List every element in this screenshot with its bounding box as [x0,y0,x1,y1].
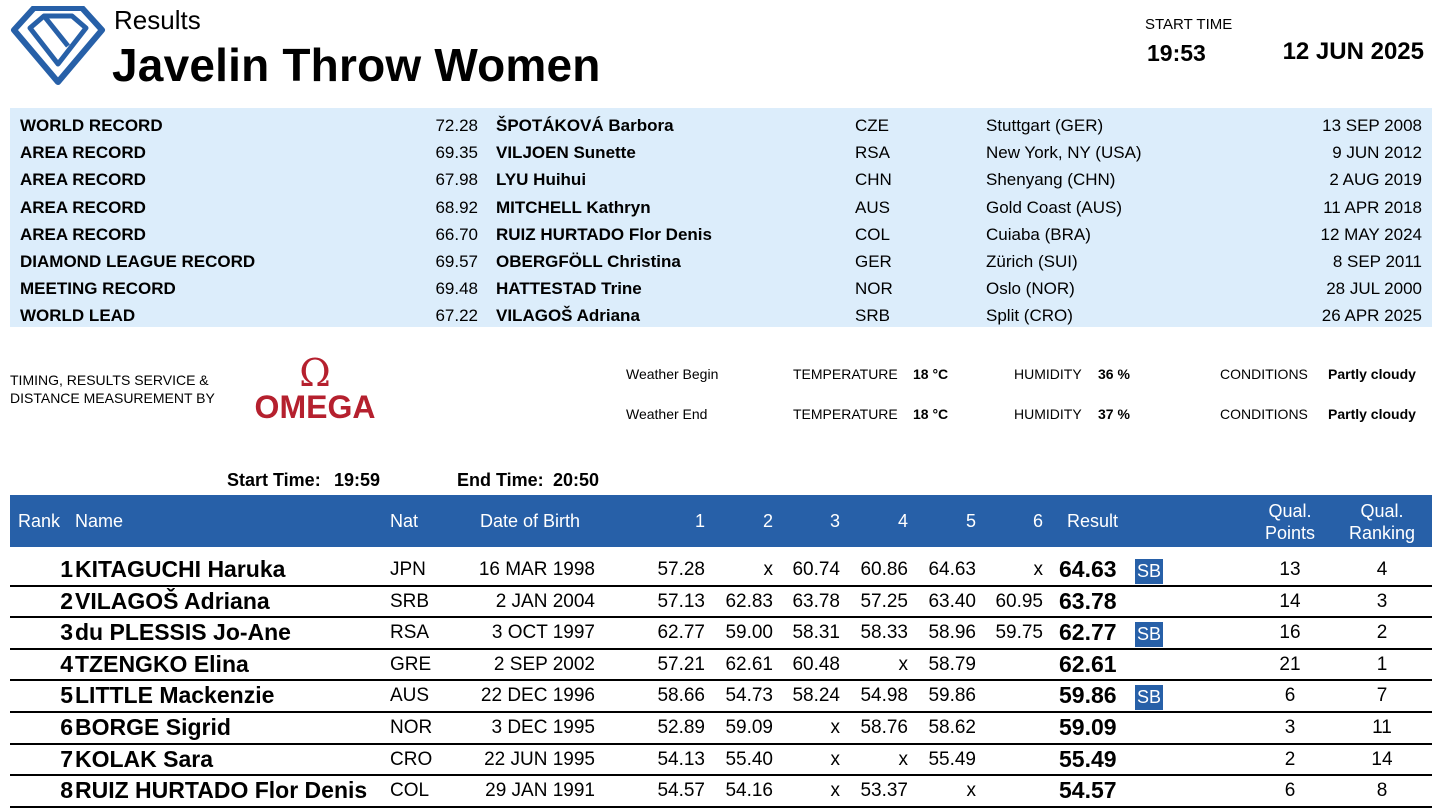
record-venue: Oslo (NOR) [986,279,1075,299]
results-table-header [10,495,1432,547]
attempt-5: 55.49 [928,748,976,770]
attempt-2: 59.00 [725,622,773,644]
attempt-1: 57.21 [657,653,705,675]
record-holder: ŠPOTÁKOVÁ Barbora [496,116,674,135]
record-mark: 69.35 [435,143,478,163]
result-mark: 55.49 [1059,745,1117,772]
record-type: WORLD LEAD [20,306,136,326]
record-date: 13 SEP 2008 [1322,116,1422,135]
attempt-3: 58.31 [792,622,840,644]
record-date: 12 MAY 2024 [1320,224,1422,244]
table-row [10,587,1432,619]
result-rank: 4 [60,650,73,677]
attempt-3: 60.74 [792,559,840,580]
record-nat: NOR [855,279,893,299]
col-qual-ranking-line-1: Qual. [1360,501,1404,521]
record-nat: SRB [855,306,890,326]
attempt-2: 54.16 [725,780,773,802]
result-mark: 64.63 [1059,556,1117,582]
attempt-4: 58.76 [860,716,908,738]
attempt-3: x [830,716,840,738]
athlete-nat: SRB [390,590,430,612]
event-end-value: 20:50 [553,470,600,490]
omega-brand-text: OMEGA [254,389,376,424]
record-row [10,139,1432,166]
weather-end-temp-label: TEMPERATURE [793,406,898,422]
result-rank: 8 [60,777,73,804]
athlete-name: LITTLE Mackenzie [75,682,275,709]
attempt-3: 58.24 [792,685,840,707]
athlete-name: RUIZ HURTADO Flor Denis [75,777,368,804]
athlete-dob: 2 JAN 2004 [495,590,595,612]
attempt-5: 58.79 [928,653,976,675]
record-row [10,221,1432,248]
record-row [10,248,1432,275]
athlete-nat: AUS [390,685,430,707]
attempt-1: 54.13 [657,748,705,770]
record-date: 11 APR 2018 [1323,197,1422,217]
record-holder: RUIZ HURTADO Flor Denis [496,224,712,244]
result-rank: 6 [60,713,73,740]
attempt-4: 54.98 [860,685,908,707]
result-mark: 59.86 [1059,682,1117,709]
attempt-6: 60.95 [995,590,1043,612]
result-rank: 2 [60,587,73,614]
diamond-league-logo-icon [10,6,106,86]
col-qual-ranking-line-2: Ranking [1348,523,1416,543]
qual-ranking: 7 [1376,685,1388,707]
weather-end-label: Weather End [626,406,708,422]
attempt-4: x [898,653,908,675]
event-start-label: Start Time: [227,470,321,490]
athlete-nat: NOR [390,716,433,738]
qual-points: 21 [1279,653,1301,675]
season-best-badge: SB [1135,685,1163,710]
record-venue: Shenyang (CHN) [986,170,1116,190]
col-qual-points-line-1: Qual. [1268,501,1312,521]
record-holder: LYU Huihui [496,170,587,190]
record-date: 28 JUL 2000 [1326,279,1422,299]
record-date: 8 SEP 2011 [1332,251,1422,271]
qual-ranking: 14 [1371,748,1393,770]
attempt-1: 58.66 [657,685,705,707]
attempt-1: 57.13 [657,590,705,612]
attempt-3: 63.78 [792,590,840,612]
record-type: AREA RECORD [20,170,146,190]
qual-ranking: 3 [1376,590,1388,612]
table-row [10,745,1432,777]
record-nat: GER [855,251,892,271]
weather-begin-temp-label: TEMPERATURE [793,366,898,382]
result-rank: 7 [60,745,73,772]
athlete-nat: JPN [390,559,426,580]
season-best-badge: SB [1135,622,1163,647]
athlete-name: VILAGOŠ Adriana [75,587,270,614]
qual-points: 13 [1279,559,1301,580]
col-attempt-3: 3 [829,511,840,531]
record-row [10,275,1432,302]
attempt-4: 53.37 [860,780,908,802]
qual-points: 2 [1284,748,1296,770]
record-type: AREA RECORD [20,143,146,163]
qual-ranking: 2 [1376,622,1388,644]
weather-end-hum: 37 % [1098,406,1130,422]
col-nat: Nat [390,511,419,531]
athlete-name: BORGE Sigrid [75,713,231,740]
record-nat: CHN [855,170,892,190]
qual-points: 3 [1284,716,1296,738]
attempt-5: 58.62 [928,716,976,738]
table-row [10,681,1432,713]
attempt-2: 59.09 [725,716,773,738]
result-rank: 5 [60,682,73,709]
athlete-dob: 22 JUN 1995 [484,748,595,770]
record-type: MEETING RECORD [20,279,176,299]
col-qual-points [1253,500,1327,544]
attempt-4: 58.33 [860,622,908,644]
qual-points: 16 [1279,622,1301,644]
record-holder: MITCHELL Kathryn [496,197,651,217]
record-holder: VILJOEN Sunette [496,143,636,163]
svg-text:Ω: Ω [299,352,331,395]
record-mark: 66.70 [435,224,478,244]
weather-end-cond: Partly cloudy [1328,406,1416,422]
attempt-4: x [898,748,908,770]
start-time-value: 19:53 [1147,40,1206,66]
col-rank: Rank [18,511,61,531]
qual-ranking: 11 [1372,716,1392,738]
record-row [10,112,1432,139]
timing-line-1: TIMING, RESULTS SERVICE & [10,372,209,388]
result-rank: 1 [60,556,73,582]
attempt-4: 60.86 [860,559,908,580]
attempt-3: 60.48 [792,653,840,675]
record-mark: 69.57 [435,251,478,271]
col-attempt-5: 5 [965,511,976,531]
record-venue: New York, NY (USA) [986,143,1142,163]
col-attempt-4: 4 [897,511,908,531]
record-row [10,166,1432,193]
athlete-name: KITAGUCHI Haruka [75,556,286,582]
season-best-badge: SB [1135,559,1163,584]
result-mark: 62.77 [1059,619,1117,646]
athlete-dob: 2 SEP 2002 [493,653,595,675]
col-attempt-1: 1 [694,511,705,531]
record-nat: COL [855,224,890,244]
record-venue: Gold Coast (AUS) [986,197,1123,217]
record-date: 26 APR 2025 [1321,306,1422,326]
record-holder: OBERGFÖLL Christina [496,251,681,271]
attempt-3: x [830,748,840,770]
attempt-5: 63.40 [928,590,976,612]
attempt-2: x [763,559,773,580]
attempt-1: 57.28 [657,559,705,580]
records-table [10,108,1432,327]
omega-logo-icon [244,352,386,424]
record-type: DIAMOND LEAGUE RECORD [20,251,256,271]
table-row [10,776,1432,808]
athlete-nat: RSA [390,622,430,644]
table-row [10,555,1432,587]
timing-line-2: DISTANCE MEASUREMENT BY [10,390,215,406]
attempt-2: 55.40 [725,748,773,770]
table-row [10,713,1432,745]
table-row [10,650,1432,682]
weather-end-cond-label: CONDITIONS [1220,406,1308,422]
attempt-1: 54.57 [657,780,705,802]
attempt-1: 62.77 [657,622,705,644]
record-date: 2 AUG 2019 [1329,170,1422,190]
weather-begin-cond-label: CONDITIONS [1220,366,1308,382]
athlete-dob: 3 DEC 1995 [491,716,595,738]
weather-end-temp: 18 °C [913,406,949,422]
page-subtitle: Results [114,5,201,35]
record-row [10,302,1432,329]
col-name: Name [75,511,124,531]
qual-ranking: 4 [1376,559,1388,580]
athlete-name: du PLESSIS Jo-Ane [75,619,291,646]
attempt-5: 58.96 [928,622,976,644]
qual-points: 6 [1284,685,1296,707]
result-mark: 59.09 [1059,713,1117,740]
event-date: 12 JUN 2025 [1282,38,1424,65]
record-venue: Cuiaba (BRA) [986,224,1091,244]
qual-points: 14 [1279,590,1301,612]
result-mark: 62.61 [1059,650,1117,677]
record-mark: 72.28 [435,116,478,135]
attempt-5: 59.86 [928,685,976,707]
weather-begin-hum: 36 % [1098,366,1130,382]
record-type: AREA RECORD [20,224,146,244]
col-qual-ranking [1342,500,1422,544]
page-title: Javelin Throw Women [112,39,601,91]
athlete-dob: 22 DEC 1996 [480,685,595,707]
qual-ranking: 8 [1376,780,1388,802]
record-type: AREA RECORD [20,197,146,217]
athlete-nat: COL [390,780,430,802]
record-type: WORLD RECORD [20,116,163,135]
attempt-4: 57.25 [860,590,908,612]
record-row [10,194,1432,221]
record-nat: RSA [855,143,890,163]
attempt-6: x [1033,559,1043,580]
col-qual-points-line-2: Points [1264,523,1316,543]
attempt-3: x [830,780,840,802]
attempt-2: 62.61 [725,653,773,675]
table-row [10,618,1432,650]
timing-credit [10,371,215,407]
start-time-label: START TIME [1145,16,1233,33]
results-table-body [10,555,1432,808]
athlete-name: KOLAK Sara [75,745,214,772]
attempt-5: 64.63 [928,559,976,580]
record-nat: CZE [855,116,889,135]
col-result: Result [1067,511,1119,531]
weather-begin-cond: Partly cloudy [1328,366,1416,382]
attempt-1: 52.89 [657,716,705,738]
record-mark: 69.48 [435,279,478,299]
weather-end-hum-label: HUMIDITY [1014,406,1082,422]
weather-begin-hum-label: HUMIDITY [1014,366,1082,382]
event-end-label: End Time: [457,470,544,490]
record-mark: 67.98 [435,170,478,190]
attempt-2: 62.83 [725,590,773,612]
record-venue: Split (CRO) [986,306,1073,326]
result-mark: 54.57 [1059,777,1117,804]
qual-points: 6 [1284,780,1296,802]
col-dob: Date of Birth [480,511,581,531]
weather-begin-temp: 18 °C [913,366,949,382]
result-mark: 63.78 [1059,587,1117,614]
record-nat: AUS [855,197,890,217]
record-holder: VILAGOŠ Adriana [496,306,640,326]
qual-ranking: 1 [1376,653,1388,675]
athlete-dob: 16 MAR 1998 [478,559,595,580]
weather-begin-label: Weather Begin [626,366,719,382]
record-date: 9 JUN 2012 [1332,143,1422,163]
record-venue: Stuttgart (GER) [986,116,1104,135]
record-mark: 67.22 [435,306,478,326]
record-holder: HATTESTAD Trine [496,279,642,299]
athlete-nat: GRE [390,653,432,675]
attempt-6: 59.75 [995,622,1043,644]
col-attempt-2: 2 [762,511,773,531]
record-mark: 68.92 [435,197,478,217]
col-attempt-6: 6 [1032,511,1043,531]
athlete-nat: CRO [390,748,433,770]
athlete-dob: 29 JAN 1991 [485,780,595,802]
athlete-dob: 3 OCT 1997 [491,622,595,644]
athlete-name: TZENGKO Elina [75,650,249,677]
event-start-value: 19:59 [334,470,381,490]
attempt-5: x [966,780,976,802]
record-venue: Zürich (SUI) [986,251,1078,271]
attempt-2: 54.73 [725,685,773,707]
result-rank: 3 [60,619,73,646]
